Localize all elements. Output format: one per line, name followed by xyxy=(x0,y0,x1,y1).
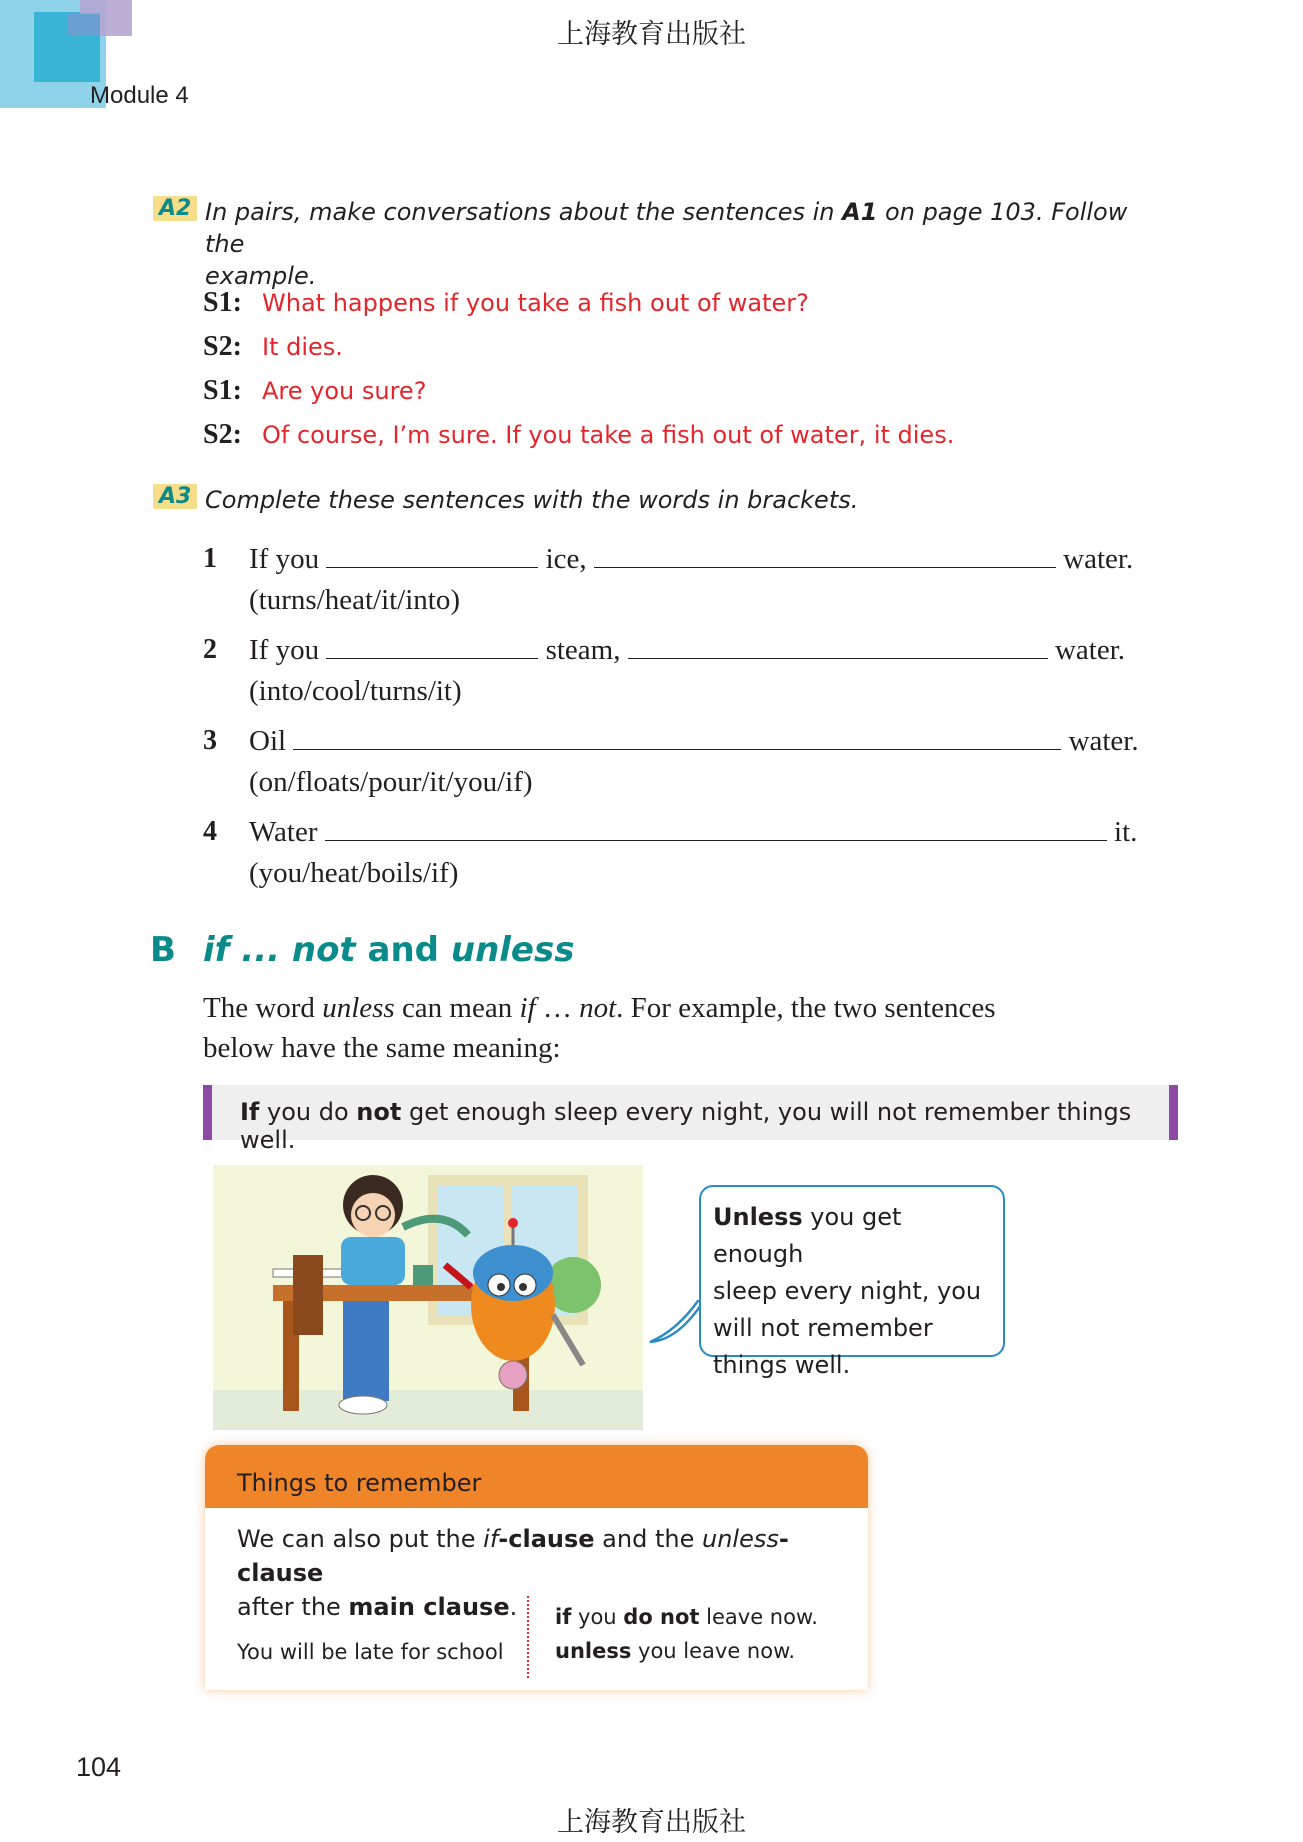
dialogue-line: What happens if you take a fish out of water? xyxy=(262,289,809,317)
a3-tag: A3 xyxy=(153,484,197,509)
dialogue-line: It dies. xyxy=(262,333,343,361)
page-number: 104 xyxy=(76,1752,122,1782)
exercise-hint: (into/cool/turns/it) xyxy=(249,675,462,707)
dialogue-speaker: S2: xyxy=(203,419,242,450)
remember-header xyxy=(205,1445,868,1508)
dialogue-line: Are you sure? xyxy=(262,377,427,405)
section-title: if ... not and unless xyxy=(203,930,575,970)
exercise-number: 3 xyxy=(203,725,217,756)
remember-rule: We can also put the if-clause and the unless-clause after the main clause. xyxy=(237,1525,789,1621)
section-letter: B xyxy=(150,930,176,970)
a2-instruction: In pairs, make conversations about the sentences in A1 on page 103. Follow the example. xyxy=(205,198,1128,290)
exercise-hint: (turns/heat/it/into) xyxy=(249,584,461,616)
publisher-header: 上海教育出版社 xyxy=(557,19,746,50)
example-sentence-bar xyxy=(203,1085,1178,1154)
answer-blank[interactable] xyxy=(326,566,538,568)
a3-instruction: Complete these sentences with the words in brackets. xyxy=(205,486,859,514)
exercise-number: 2 xyxy=(203,634,217,665)
exercise-number: 1 xyxy=(203,543,217,574)
boy-robot-illustration xyxy=(213,1165,643,1430)
exercise-sentence: If you steam, water. xyxy=(249,634,1126,666)
things-to-remember-box xyxy=(205,1445,868,1690)
remember-main-clause: You will be late for school xyxy=(237,1640,504,1664)
section-paragraph: The word unless can mean if … not. For example, the two sentences below have the same meaning: xyxy=(203,992,996,1064)
dialogue-speaker: S1: xyxy=(203,375,242,406)
dialogue-speaker: S2: xyxy=(203,331,242,362)
dotted-divider xyxy=(527,1596,529,1678)
exercise-hint: (you/heat/boils/if) xyxy=(249,857,459,889)
answer-blank[interactable] xyxy=(326,657,538,659)
dialogue-speaker: S1: xyxy=(203,287,242,318)
remember-title: Things to remember xyxy=(237,1469,482,1497)
dialogue-line: Of course, I’m sure. If you take a fish out of water, it dies. xyxy=(262,421,955,449)
remember-if-clause: if you do not leave now. xyxy=(555,1605,818,1629)
answer-blank[interactable] xyxy=(293,748,1061,750)
exercise-sentence: Oil water. xyxy=(249,725,1139,757)
exercise-number: 4 xyxy=(203,816,217,847)
module-label: Module 4 xyxy=(90,82,189,109)
exercise-sentence: Water it. xyxy=(249,816,1138,848)
a2-tag: A2 xyxy=(153,196,197,221)
publisher-footer: 上海教育出版社 xyxy=(557,1807,746,1838)
exercise-hint: (on/floats/pour/it/you/if) xyxy=(249,766,533,798)
answer-blank[interactable] xyxy=(325,839,1107,841)
remember-unless-clause: unless you leave now. xyxy=(555,1639,796,1663)
exercise-sentence: If you ice, water. xyxy=(249,543,1134,575)
example-sentence: If you do not get enough sleep every night, you will not remember things well. xyxy=(240,1098,1132,1154)
speech-bubble: Unless you get enough sleep every night, you will not remember things well. xyxy=(699,1185,1005,1357)
answer-blank[interactable] xyxy=(594,566,1056,568)
answer-blank[interactable] xyxy=(628,657,1048,659)
